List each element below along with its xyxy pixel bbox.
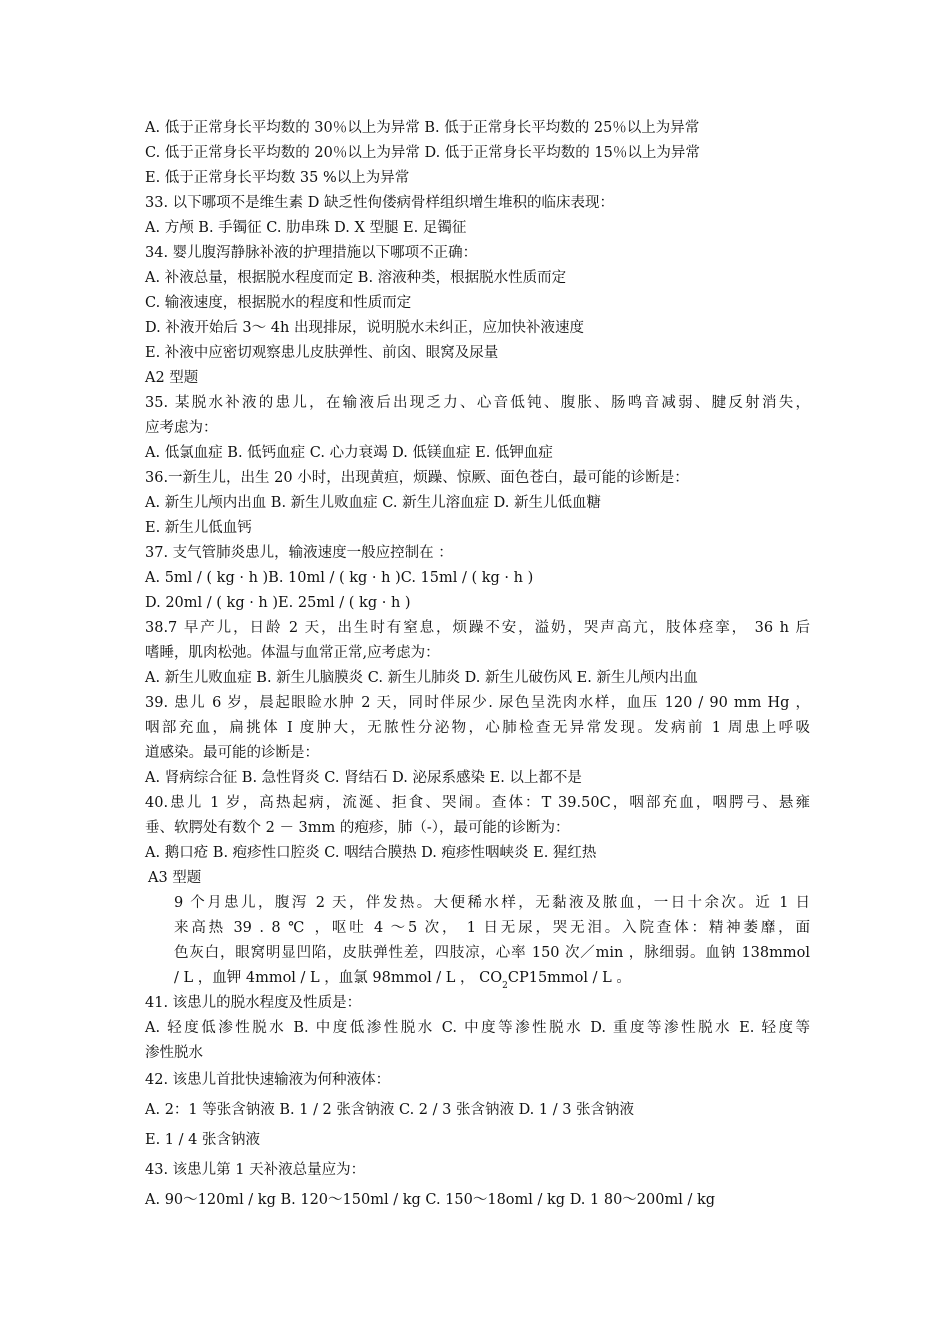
text-line: C. 输液速度，根据脱水的程度和性质而定 xyxy=(145,295,412,311)
text-line: 43. 该患儿第 1 天补液总量应为： xyxy=(145,1162,366,1178)
text-line: E. 新生儿低血钙 xyxy=(145,520,252,536)
text-line: 咽部充血，扁挑体 I 度肿大，无脓性分泌物，心肺检查无异常发现。发病前 1 周患上呼吸 xyxy=(145,720,810,736)
text-line: 41. 该患儿的脱水程度及性质是： xyxy=(145,995,362,1011)
text-line: 应考虑为： xyxy=(145,420,218,436)
text-line: 色灰白，眼窝明显凹陷，皮肤弹性差，四肢凉，心率 150 次／min ，脉细弱。血钠 138mmol xyxy=(174,945,810,961)
text-line: A. 新生儿颅内出血 B. 新生儿败血症 C. 新生儿溶血症 D. 新生儿低血糖 xyxy=(145,495,602,511)
section-heading: A2 型题 xyxy=(145,370,199,386)
text-line: 9 个月患儿，腹泻 2 天，伴发热。大便稀水样，无黏液及脓血，一日十余次。近 1 日 xyxy=(174,895,810,911)
text-line: 42. 该患儿首批快速输液为何种液体： xyxy=(145,1072,391,1088)
text-line: 渗性脱水 xyxy=(145,1045,203,1061)
text-line: D. 20ml / ( kg · h )E. 25ml / ( kg · h ) xyxy=(145,595,411,611)
text-line xyxy=(174,968,810,990)
text-line: 37. 支气管肺炎患儿，输液速度一般应控制在 ： xyxy=(145,545,453,561)
text-line: E. 1 / 4 张含钠液 xyxy=(145,1132,260,1148)
text-line: 垂、软腭处有数个 2 － 3mm 的疱疹，肺（-），最可能的诊断为： xyxy=(145,820,570,836)
text-line: E. 低于正常身长平均数 35 %以上为异常 xyxy=(145,170,410,186)
text-line: A. 肾病综合征 B. 急性肾炎 C. 肾结石 D. 泌尿系感染 E. 以上都不是 xyxy=(145,770,582,786)
text-line: A. 轻度低渗性脱水 B. 中度低渗性脱水 C. 中度等渗性脱水 D. 重度等渗性脱水 E. 轻度等 xyxy=(145,1020,810,1036)
text-line: A. 90～120ml / kg B. 120～150ml / kg C. 150～18oml / kg D. 1 80～200ml / kg xyxy=(145,1192,716,1208)
text-line: 33. 以下哪项不是维生素 D 缺乏性佝偻病骨样组织增生堆积的临床表现： xyxy=(145,195,615,211)
text-line: C. 低于正常身长平均数的 20％以上为异常 D. 低于正常身长平均数的 15％以上为异常 xyxy=(145,145,700,161)
text-segment: CP15mmol / L 。 xyxy=(507,970,631,986)
text-line: 38.7 早产儿，日龄 2 天，出生时有窒息，烦躁不安，溢奶，哭声高亢，肢体痉挛， 36 h 后 xyxy=(145,620,810,636)
text-line: 36.一新生儿，出生 20 小时，出现黄疸，烦躁、惊厥、面色苍白，最可能的诊断是： xyxy=(145,470,689,486)
text-line: 40.患儿 1 岁，高热起病，流涎、拒食、哭闹。查体：T 39.50C，咽部充血，咽腭弓、悬雍 xyxy=(145,795,810,811)
text-line: 35. 某脱水补液的患儿，在输液后出现乏力、心音低钝、腹胀、肠鸣音减弱、腱反射消失， xyxy=(145,395,810,411)
text-line: 道感染。最可能的诊断是： xyxy=(145,745,319,761)
text-line: A. 鹅口疮 B. 疱疹性口腔炎 C. 咽结合膜热 D. 疱疹性咽峡炎 E. 猩红热 xyxy=(145,845,597,861)
text-line: D. 补液开始后 3～ 4h 出现排尿，说明脱水未纠正，应加快补液速度 xyxy=(145,320,584,336)
text-line: A. 方颅 B. 手镯征 C. 肋串珠 D. X 型腿 E. 足镯征 xyxy=(145,220,467,236)
text-line: E. 补液中应密切观察患儿皮肤弹性、前囟、眼窝及尿量 xyxy=(145,345,499,361)
section-heading: A3 型题 xyxy=(148,870,202,886)
text-line: A. 低于正常身长平均数的 30％以上为异常 B. 低于正常身长平均数的 25％以上为异常 xyxy=(145,120,700,136)
text-line: 34. 婴儿腹泻静脉补液的护理措施以下哪项不正确： xyxy=(145,245,478,261)
text-line: 39. 患儿 6 岁，晨起眼睑水肿 2 天，同时伴尿少. 尿色呈洗肉水样，血压 120 / 90 mm Hg ， xyxy=(145,695,810,711)
text-line: 嗜睡，肌肉松弛。体温与血常正常,应考虑为： xyxy=(145,645,440,661)
text-line: A. 2：1 等张含钠液 B. 1 / 2 张含钠液 C. 2 / 3 张含钠液 D. 1 / 3 张含钠液 xyxy=(145,1102,635,1118)
subscript: 2 xyxy=(502,981,508,991)
text-line: A. 新生儿败血症 B. 新生儿脑膜炎 C. 新生儿肺炎 D. 新生儿破伤风 E. 新生儿颅内出血 xyxy=(145,670,698,686)
text-line: 来高热 39 . 8 ℃ ，呕吐 4 ～5 次， 1 日无尿，哭无泪。入院查体：精神萎靡，面 xyxy=(174,920,810,936)
text-line: A. 5ml / ( kg · h )B. 10ml / ( kg · h )C. 15ml / ( kg · h ) xyxy=(145,570,534,586)
text-line: A. 低氯血症 B. 低钙血症 C. 心力衰竭 D. 低镁血症 E. 低钾血症 xyxy=(145,445,553,461)
text-line: A. 补液总量，根据脱水程度而定 B. 溶液种类，根据脱水性质而定 xyxy=(145,270,567,286)
text-segment: / L ，血钾 4mmol / L ，血氯 98mmol / L ， CO xyxy=(174,970,503,986)
